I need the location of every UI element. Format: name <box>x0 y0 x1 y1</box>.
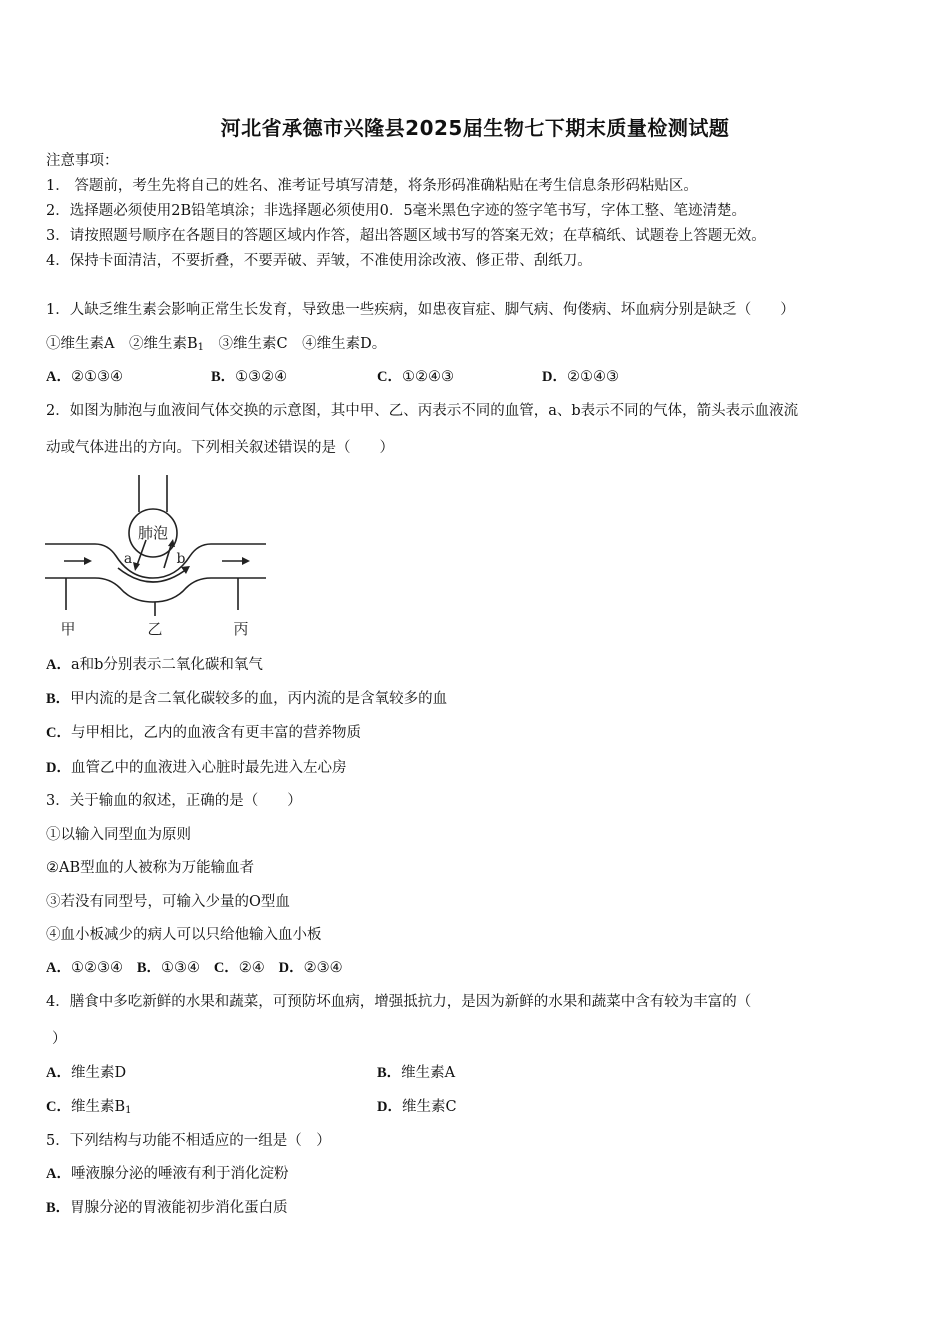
option-label: A． <box>46 369 71 385</box>
option-label: B． <box>46 1200 71 1216</box>
q3-item: ③若没有同型号，可输入少量的O型血 <box>46 894 290 910</box>
option-label: D． <box>377 1099 402 1115</box>
q2-stem-line1: 2．如图为肺泡与血液间气体交换的示意图，其中甲、乙、丙表示不同的血管，a、b表示不同的气体，箭头表示血液流 <box>46 403 799 419</box>
option-text: ②③④ <box>303 960 343 976</box>
option-text: ②④ <box>238 960 265 976</box>
q2-option-b <box>46 689 447 709</box>
option-text: ②①③④ <box>70 369 123 385</box>
option-label: D． <box>278 960 304 976</box>
option-label: B． <box>377 1065 402 1081</box>
gas-a-label: a <box>123 551 133 567</box>
option-text: 维生素A <box>401 1065 456 1081</box>
q5-option-a <box>46 1164 288 1184</box>
option-text: 维生素D <box>70 1065 127 1081</box>
option-text: 胃腺分泌的胃液能初步消化蛋白质 <box>70 1200 288 1216</box>
option-text: 甲内流的是含二氧化碳较多的血，丙内流的是含氧较多的血 <box>70 691 448 707</box>
note-item: 4．保持卡面清洁，不要折叠，不要弄破、弄皱，不准使用涂改液、修正带、刮纸刀。 <box>46 253 592 269</box>
option-label: A． <box>46 960 71 976</box>
q2-stem-line2: 动或气体进出的方向。下列相关叙述错误的是（ ） <box>46 440 394 456</box>
q2-option-d <box>46 758 346 778</box>
option-text: 唾液腺分泌的唾液有利于消化淀粉 <box>70 1166 289 1182</box>
q5-option-b <box>46 1198 288 1218</box>
q1-items <box>46 334 386 358</box>
q1-items-part-a: ①维生素A ②维生素B <box>46 336 198 352</box>
option-text: ①③②④ <box>235 369 288 385</box>
notes-heading: 注意事项： <box>46 153 119 169</box>
option-label: A． <box>46 1166 71 1182</box>
vessel-yi-label: 乙 <box>147 620 163 638</box>
note-item: 2．选择题必须使用2B铅笔填涂；非选择题必须使用0．5毫米黑色字迹的签字笔书写，字体工整、笔迹清楚。 <box>46 203 747 219</box>
option-text: 血管乙中的血液进入心脏时最先进入左心房 <box>70 760 347 776</box>
option-label: C． <box>213 960 239 976</box>
option-label: B． <box>46 691 71 707</box>
note-item: 3．请按照题号顺序在各题目的答题区域内作答，超出答题区域书写的答案无效；在草稿纸、试题卷上答题无效。 <box>46 228 766 244</box>
alveolus-label: 肺泡 <box>137 524 169 542</box>
q3-options <box>46 958 343 978</box>
inflow-arrowhead <box>84 557 92 565</box>
note-item: 1． 答题前，考生先将自己的姓名、准考证号填写清楚，将条形码准确粘贴在考生信息条形码粘贴区。 <box>46 178 698 194</box>
option-label: A． <box>46 657 71 673</box>
q1-option-d <box>542 367 619 387</box>
q3-item: ①以输入同型血为原则 <box>46 827 191 843</box>
option-label: C． <box>377 369 402 385</box>
q4-option-a <box>46 1063 126 1083</box>
option-label: C． <box>46 725 71 741</box>
q4-stem-line1: 4．膳食中多吃新鲜的水果和蔬菜，可预防坏血病，增强抵抗力，是因为新鲜的水果和蔬菜中含有较为丰富的（ <box>46 994 752 1010</box>
q2-option-a <box>46 655 263 675</box>
option-text: ①②④③ <box>401 369 454 385</box>
q1-option-c <box>377 367 454 387</box>
q3-item: ②AB型血的人被称为万能输血者 <box>46 860 255 876</box>
option-text: ①③④ <box>160 960 200 976</box>
outflow-arrowhead <box>242 557 250 565</box>
option-subscript: 1 <box>125 1105 132 1116</box>
option-text: 维生素C <box>401 1099 457 1115</box>
q1-option-b <box>211 367 287 387</box>
option-text: 与甲相比，乙内的血液含有更丰富的营养物质 <box>70 725 361 741</box>
q5-stem: 5．下列结构与功能不相适应的一组是（ ） <box>46 1133 331 1149</box>
q4-option-d <box>377 1097 457 1117</box>
page-title: 河北省承德市兴隆县2025届生物七下期末质量检测试题 <box>220 116 730 140</box>
option-text: ②①④③ <box>566 369 619 385</box>
q2-option-c <box>46 723 361 743</box>
vessel-bing-label: 丙 <box>233 620 249 638</box>
option-label: D． <box>46 760 71 776</box>
option-label: D． <box>542 369 567 385</box>
gas-a-arrowhead <box>133 562 140 571</box>
q1-option-a <box>46 367 123 387</box>
q3-item: ④血小板减少的病人可以只给他输入血小板 <box>46 927 322 943</box>
option-label: C． <box>46 1099 71 1115</box>
option-text: a和b分别表示二氧化碳和氧气 <box>70 657 263 673</box>
q1-stem: 1．人缺乏维生素会影响正常生长发育，导致患一些疾病，如患夜盲症、脚气病、佝偻病、坏血病分别是缺乏（ ） <box>46 302 795 318</box>
option-text: 维生素B <box>70 1099 126 1115</box>
vessel-jia-label: 甲 <box>60 620 76 638</box>
q4-stem-line2: ） <box>52 1031 67 1047</box>
q4-option-b <box>377 1063 455 1083</box>
q3-stem: 3．关于输血的叙述，正确的是（ ） <box>46 793 302 809</box>
option-label: B． <box>136 960 161 976</box>
q1-items-subscript: 1 <box>197 342 205 353</box>
option-text: ①②③④ <box>70 960 123 976</box>
alveolus-gas-exchange-diagram <box>40 470 275 645</box>
option-label: B． <box>211 369 236 385</box>
q1-items-part-b: ③维生素C ④维生素D。 <box>204 336 387 352</box>
option-label: A． <box>46 1065 71 1081</box>
q4-option-c <box>46 1097 132 1121</box>
gas-b-label: b <box>176 551 186 567</box>
gas-b-arrowhead <box>168 539 175 547</box>
